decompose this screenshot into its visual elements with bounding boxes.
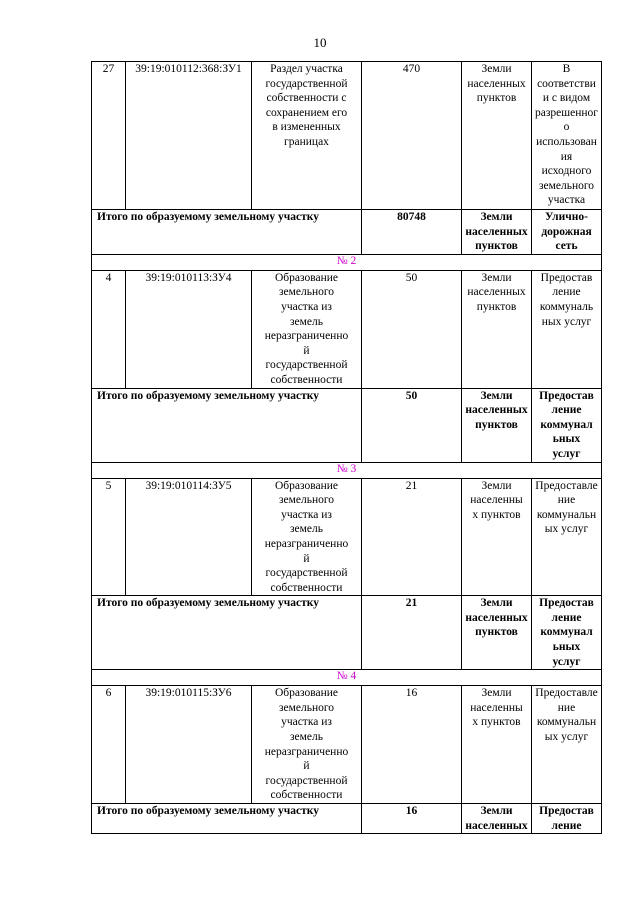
total-permitted-use-line: ьных (552, 433, 581, 446)
land-category-line: пунктов (476, 300, 517, 313)
formation-method-line: государственной (265, 567, 348, 580)
formation-method-line: Раздел участка (270, 63, 343, 75)
total-area: 50 (362, 388, 462, 462)
formation-method-line: Образование (274, 479, 339, 492)
total-permitted-use-line: ление (551, 404, 582, 417)
formation-method-line: собственности с (266, 92, 347, 105)
plot-area: 21 (362, 478, 462, 596)
plot-area: 50 (362, 270, 462, 388)
total-permitted-use-line: Предостав (539, 389, 594, 402)
formation-method (252, 270, 362, 388)
total-land-category (462, 210, 532, 255)
plot-row (92, 62, 602, 210)
permitted-use-line: разрешенног (535, 106, 598, 119)
permitted-use-line: ление (552, 286, 581, 299)
plot-row (92, 478, 602, 596)
total-permitted-use (532, 210, 602, 255)
plot-row (92, 270, 602, 388)
permitted-use-line: Предостав (540, 271, 593, 284)
permitted-use-line: участка (547, 194, 586, 207)
formation-method-line: земель (289, 731, 323, 744)
formation-method-line: й (303, 552, 310, 565)
permitted-use-line: ние (557, 494, 576, 507)
formation-method-line: й (303, 344, 310, 357)
total-land-category (462, 804, 532, 834)
permitted-use-line: коммунальн (536, 508, 597, 521)
formation-method-line: й (303, 760, 310, 773)
total-label: Итого по образуемому земельному участку (92, 210, 362, 255)
permitted-use-line: ых услуг (544, 523, 589, 536)
total-land-category (462, 388, 532, 462)
formation-method-line: границах (284, 135, 329, 148)
total-permitted-use-line: сеть (555, 240, 578, 253)
total-permitted-use-line: Предостав (539, 597, 594, 610)
land-plots-table (91, 61, 602, 834)
land-category (462, 686, 532, 804)
permitted-use (532, 686, 602, 804)
permitted-use-line: земельного (538, 179, 595, 192)
land-category-line: пунктов (476, 92, 517, 105)
total-label: Итого по образуемому земельному участку (92, 596, 362, 670)
total-land-category-line: населенных (465, 225, 528, 238)
permitted-use (532, 270, 602, 388)
formation-method (252, 686, 362, 804)
total-land-category-line: Земли (480, 389, 513, 402)
total-row (92, 210, 602, 255)
formation-method-line: государственной (265, 774, 348, 787)
land-category (462, 478, 532, 596)
page-number: 10 (313, 35, 327, 50)
formation-method (252, 478, 362, 596)
cadastral-number: 39:19:010115:ЗУ6 (126, 686, 252, 804)
formation-method (252, 62, 362, 210)
total-permitted-use-line: коммунал (540, 626, 593, 639)
total-label: Итого по образуемому земельному участку (92, 804, 362, 834)
land-category-line: населенны (470, 494, 523, 507)
formation-method-line: земельного (278, 701, 335, 714)
formation-method-line: земельного (278, 286, 335, 299)
permitted-use (532, 478, 602, 596)
total-land-category-line: населенных (465, 611, 528, 624)
section-header-row (92, 670, 602, 686)
section-label: № 2 (92, 254, 602, 270)
total-land-category-line: пунктов (475, 240, 518, 253)
cadastral-number: 39:19:010112:368:ЗУ1 (126, 62, 252, 210)
total-land-category-line: Земли (480, 597, 513, 610)
total-land-category-line: Земли (480, 805, 513, 818)
formation-method-line: государственной (265, 77, 348, 90)
permitted-use-line: соответстви (537, 77, 596, 90)
land-category (462, 270, 532, 388)
formation-method-line: сохранением его (265, 106, 348, 119)
permitted-use-line: Предоставле (535, 687, 598, 700)
total-land-category-line: населенных (465, 404, 528, 417)
total-permitted-use-line: ьных (552, 641, 581, 654)
land-category-line: населенны (470, 701, 523, 714)
total-permitted-use-line: услуг (552, 655, 581, 668)
total-row (92, 804, 602, 834)
total-permitted-use (532, 804, 602, 834)
permitted-use-line: ние (557, 701, 576, 714)
land-category-line: Земли (481, 479, 512, 492)
total-land-category-line: населенных (465, 819, 528, 832)
permitted-use-line: и с видом (542, 92, 591, 105)
permitted-use-line: коммунальн (536, 716, 597, 729)
formation-method-line: земельного (278, 494, 335, 507)
land-category (462, 62, 532, 210)
formation-method-line: участка из (281, 508, 332, 521)
total-area: 80748 (362, 210, 462, 255)
row-number: 4 (92, 270, 126, 388)
row-number: 6 (92, 686, 126, 804)
permitted-use-line: использован (536, 135, 597, 148)
cadastral-number: 39:19:010113:ЗУ4 (126, 270, 252, 388)
total-row (92, 596, 602, 670)
formation-method-line: Образование (274, 271, 339, 284)
total-permitted-use-line: Предостав (539, 805, 594, 818)
total-permitted-use-line: ление (551, 611, 582, 624)
total-land-category-line: пунктов (475, 626, 518, 639)
formation-method-line: в измененных (272, 121, 341, 134)
total-permitted-use-line: ление (551, 819, 582, 832)
total-permitted-use-line: коммунал (540, 418, 593, 431)
section-header-row (92, 462, 602, 478)
cadastral-number: 39:19:010114:ЗУ5 (126, 478, 252, 596)
row-number: 5 (92, 478, 126, 596)
permitted-use-line: коммуналь (539, 300, 594, 313)
total-permitted-use (532, 388, 602, 462)
land-category-line: населенных (467, 77, 526, 90)
formation-method-line: Образование (274, 687, 339, 700)
total-land-category-line: пунктов (475, 418, 518, 431)
total-permitted-use-line: Улично- (545, 211, 588, 223)
permitted-use-line: ия (560, 150, 573, 163)
total-permitted-use (532, 596, 602, 670)
total-label: Итого по образуемому земельному участку (92, 388, 362, 462)
formation-method-line: собственности (270, 581, 343, 594)
land-category-line: Земли (481, 271, 512, 284)
total-area: 16 (362, 804, 462, 834)
total-land-category (462, 596, 532, 670)
land-category-line: х пунктов (472, 716, 521, 729)
plot-area: 470 (362, 62, 462, 210)
total-land-category-line: Земли (480, 211, 513, 223)
section-header-row (92, 254, 602, 270)
formation-method-line: неразграниченно (264, 537, 349, 550)
formation-method-line: участка из (281, 716, 332, 729)
section-label: № 3 (92, 462, 602, 478)
formation-method-line: неразграниченно (264, 330, 349, 343)
permitted-use-line: ных услуг (541, 315, 592, 328)
total-permitted-use-line: услуг (552, 447, 581, 460)
formation-method-line: собственности (270, 789, 343, 802)
total-permitted-use-line: дорожная (541, 225, 592, 238)
permitted-use-line: о (563, 121, 570, 134)
row-number: 27 (92, 62, 126, 210)
formation-method-line: неразграниченно (264, 745, 349, 758)
formation-method-line: земель (289, 523, 323, 536)
land-category-line: х пунктов (472, 508, 521, 521)
total-area: 21 (362, 596, 462, 670)
land-category-line: населенных (467, 286, 526, 299)
land-category-line: Земли (481, 63, 512, 75)
formation-method-line: собственности (270, 373, 343, 386)
permitted-use-line: Предоставле (535, 479, 598, 492)
permitted-use-line: исходного (541, 165, 592, 178)
permitted-use-line: В (562, 63, 571, 75)
section-label: № 4 (92, 670, 602, 686)
land-category-line: Земли (481, 687, 512, 700)
permitted-use-line: ых услуг (544, 731, 589, 744)
plot-row (92, 686, 602, 804)
formation-method-line: участка из (281, 300, 332, 313)
permitted-use (532, 62, 602, 210)
plot-area: 16 (362, 686, 462, 804)
formation-method-line: земель (289, 315, 323, 328)
formation-method-line: государственной (265, 359, 348, 372)
total-row (92, 388, 602, 462)
